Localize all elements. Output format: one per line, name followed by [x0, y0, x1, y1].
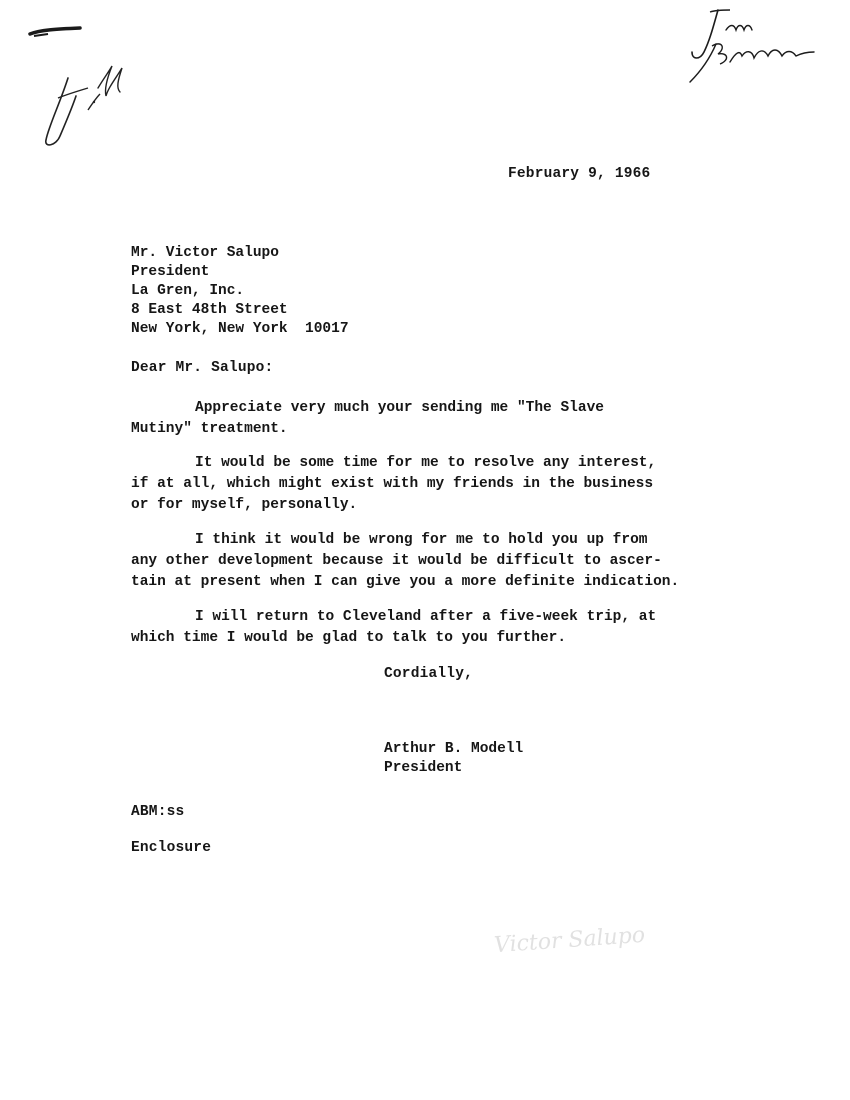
paragraph-line: It would be some time for me to resolve any interest, — [195, 455, 657, 471]
recipient-city: New York, New York 10017 — [131, 321, 349, 337]
faint-pencil-annotation: Victor Salupo — [493, 922, 646, 959]
ink-smudge-mark — [28, 22, 88, 42]
complimentary-closing: Cordially, — [384, 666, 474, 682]
handwritten-name-annotation — [682, 4, 822, 86]
paragraph-line: which time I would be glad to talk to you further. — [131, 630, 567, 646]
body-paragraph-1 — [131, 398, 604, 440]
handwritten-file-annotation — [38, 58, 138, 153]
recipient-company: La Gren, Inc. — [131, 283, 245, 299]
letter-date: February 9, 1966 — [508, 166, 651, 182]
paragraph-line: Mutiny" treatment. — [131, 421, 288, 437]
recipient-name: Mr. Victor Salupo — [131, 245, 279, 261]
salutation: Dear Mr. Salupo: — [131, 360, 274, 376]
signature-block — [384, 740, 523, 778]
signer-name: Arthur B. Modell — [384, 741, 524, 757]
recipient-street: 8 East 48th Street — [131, 302, 288, 318]
paragraph-line: I will return to Cleveland after a five-week trip, at — [195, 609, 657, 625]
reference-initials: ABM:ss — [131, 804, 185, 820]
paragraph-line: Appreciate very much your sending me "The Slave — [195, 400, 604, 416]
paragraph-line: I think it would be wrong for me to hold you up from — [195, 532, 648, 548]
paragraph-line: tain at present when I can give you a more definite indication. — [131, 574, 680, 590]
enclosure-notation: Enclosure — [131, 840, 212, 856]
inside-address — [131, 244, 349, 339]
paragraph-line: any other development because it would be difficult to ascer- — [131, 553, 662, 569]
body-paragraph-2 — [131, 453, 656, 516]
paragraph-line: or for myself, personally. — [131, 497, 358, 513]
recipient-title: President — [131, 264, 210, 280]
body-paragraph-4 — [131, 607, 656, 649]
signer-title: President — [384, 760, 463, 776]
body-paragraph-3 — [131, 530, 679, 593]
paragraph-line: if at all, which might exist with my friends in the business — [131, 476, 654, 492]
